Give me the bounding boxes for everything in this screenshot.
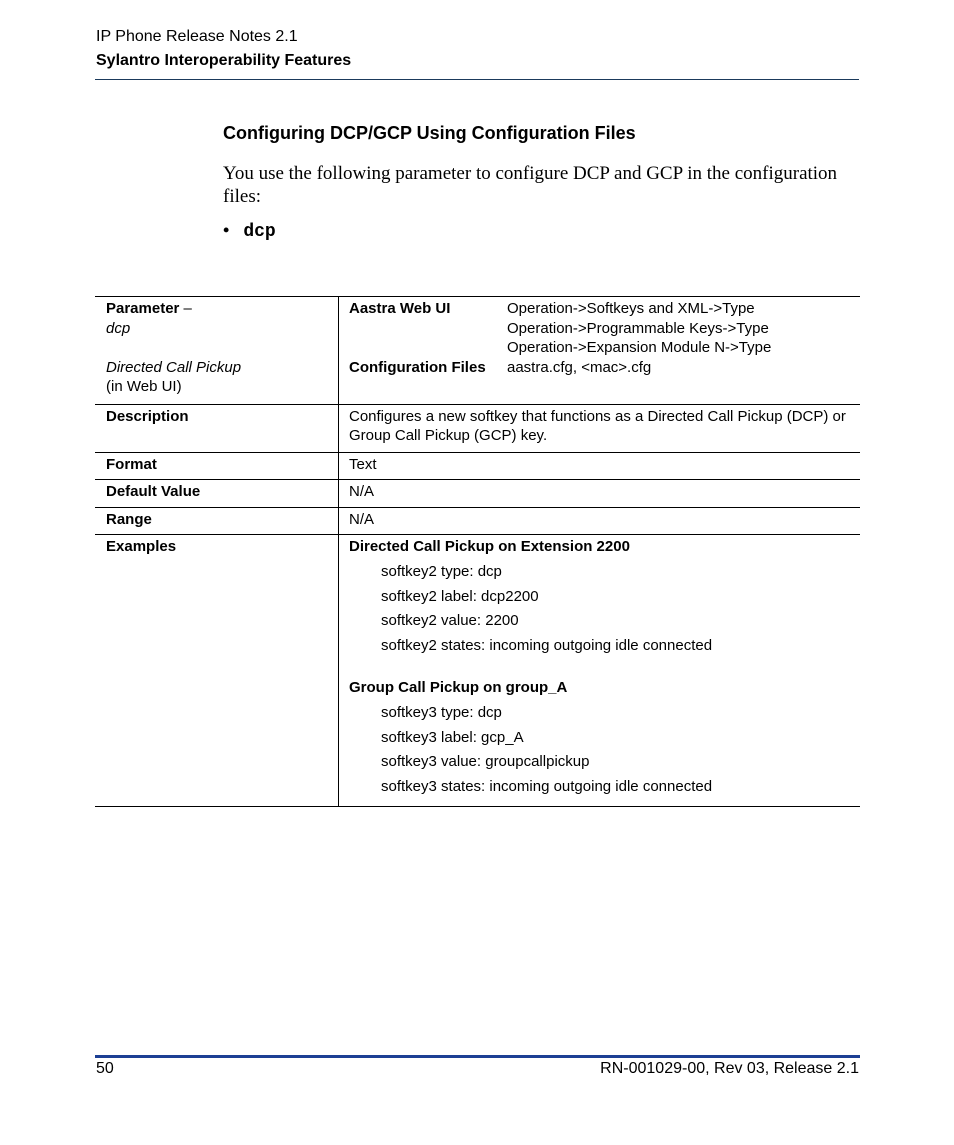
web-ui-path: Operation->Expansion Module N->Type	[507, 339, 772, 356]
document-id: RN-001029-00, Rev 03, Release 2.1	[600, 1060, 859, 1077]
row-value: Text	[339, 452, 861, 480]
bullet-text: dcp	[243, 222, 276, 242]
intro-paragraph: You use the following parameter to configure DCP and GCP in the configuration files:	[223, 163, 838, 207]
row-value: Configures a new softkey that functions as a Directed Call Pickup (DCP) or Group Call Pickup (GCP) key.	[339, 404, 861, 452]
table-row	[95, 297, 860, 405]
parameter-dash: –	[179, 300, 192, 317]
section-heading: Configuring DCP/GCP Using Configuration Files	[223, 123, 636, 143]
row-label: Format	[95, 452, 339, 480]
table-row	[95, 452, 860, 480]
config-files-label: Configuration Files	[349, 358, 486, 376]
web-ui-label: Aastra Web UI	[349, 300, 451, 317]
page-number: 50	[96, 1060, 114, 1077]
row-label: Range	[95, 507, 339, 535]
table-row	[95, 535, 860, 807]
row-value: N/A	[339, 507, 861, 535]
parameter-web-note: (in Web UI)	[106, 378, 182, 395]
config-files-value: aastra.cfg, <mac>.cfg	[507, 358, 652, 376]
row-label: Default Value	[95, 480, 339, 508]
header-title: IP Phone Release Notes 2.1	[96, 28, 298, 45]
parameter-name: dcp	[106, 319, 131, 337]
web-ui-path: Operation->Softkeys and XML->Type	[507, 300, 755, 317]
table-row	[95, 480, 860, 508]
bullet-item	[223, 220, 276, 242]
example-line: softkey2 value: 2200	[381, 612, 519, 630]
table-row	[95, 507, 860, 535]
parameter-web-name: Directed Call Pickup	[106, 358, 242, 376]
example-line: softkey2 states: incoming outgoing idle connected	[381, 637, 713, 655]
example-line: softkey3 states: incoming outgoing idle connected	[381, 777, 713, 795]
example-heading: Group Call Pickup on group_A	[349, 678, 568, 696]
example-line: softkey3 type: dcp	[381, 703, 502, 721]
table-row	[95, 404, 860, 452]
parameter-table	[95, 296, 860, 807]
parameter-label: Parameter	[106, 300, 180, 317]
example-line: softkey3 label: gcp_A	[381, 728, 524, 746]
locations-cell	[339, 297, 861, 405]
example-line: softkey2 label: dcp2200	[381, 587, 539, 605]
header-divider	[95, 79, 859, 80]
parameter-cell	[95, 297, 339, 405]
footer-divider	[95, 1055, 860, 1058]
examples-label: Examples	[95, 535, 339, 807]
web-ui-path: Operation->Programmable Keys->Type	[507, 319, 769, 337]
header-subtitle: Sylantro Interoperability Features	[96, 52, 352, 69]
row-value: N/A	[339, 480, 861, 508]
examples-cell	[339, 535, 861, 807]
bullet-mark: •	[223, 220, 230, 240]
row-label: Description	[95, 404, 339, 452]
example-line: softkey3 value: groupcallpickup	[381, 753, 590, 771]
example-line: softkey2 type: dcp	[381, 563, 502, 580]
example-heading: Directed Call Pickup on Extension 2200	[349, 538, 630, 555]
